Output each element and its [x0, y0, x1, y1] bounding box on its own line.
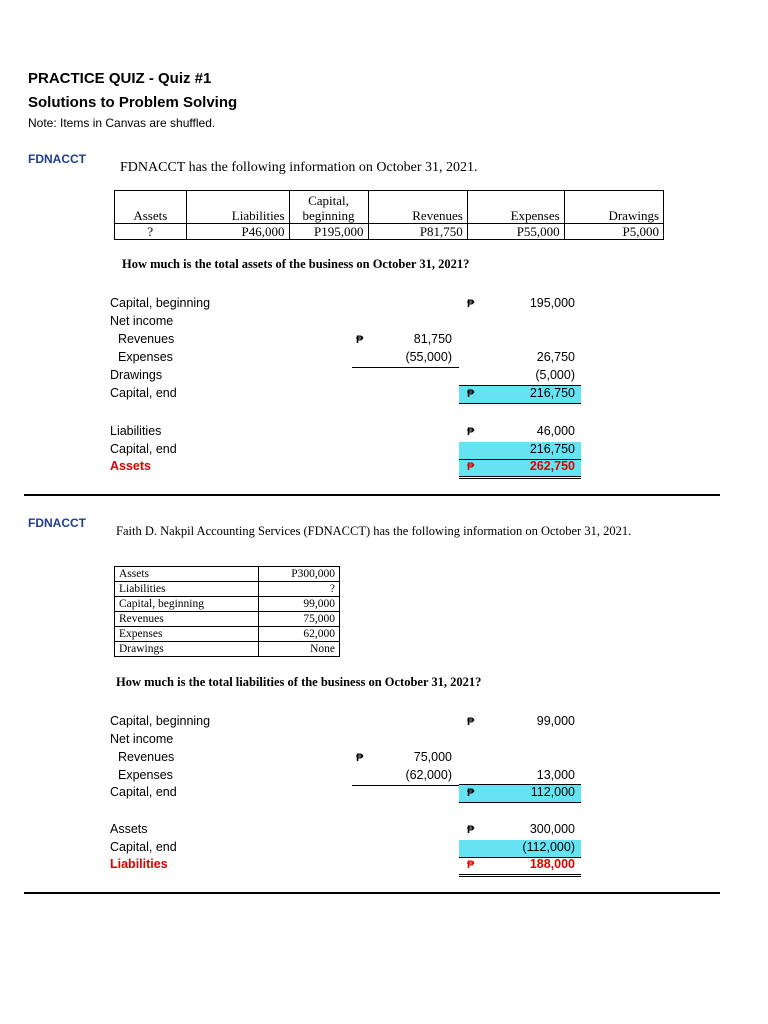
p2-answer-underline-1 — [459, 874, 581, 875]
p2-row-value: 99,000 — [259, 597, 340, 612]
p1-capital-end2-value: 216,750 — [529, 442, 575, 456]
p2-expenses-value: (62,000) — [405, 768, 452, 782]
p2-row-label: Assets — [115, 567, 259, 582]
peso-icon: ₱ — [467, 824, 475, 836]
p2-answer-underline-2 — [459, 876, 581, 877]
p2-capital-end2-value: (112,000) — [522, 840, 575, 854]
p2-revenues-label: Revenues — [118, 750, 175, 764]
p2-net-income-value: 13,000 — [536, 768, 575, 782]
peso-icon: ₱ — [467, 859, 475, 871]
p2-capital-beginning-label: Capital, beginning — [110, 714, 211, 728]
p2-row-label: Expenses — [115, 627, 259, 642]
p1-value-drawings: P5,000 — [564, 224, 663, 240]
problem2-question: How much is the total liabilities of the business on October 31, 2021? — [116, 675, 482, 689]
p1-liabilities-value: 46,000 — [536, 424, 575, 438]
p2-capital-end-topline — [459, 784, 581, 785]
problem1-question: How much is the total assets of the business on October 31, 2021? — [122, 257, 470, 271]
p1-drawings-label: Drawings — [110, 368, 163, 382]
p1-net-income-value: 26,750 — [536, 350, 575, 364]
p2-assets-label: Assets — [110, 822, 148, 836]
p1-expenses-value: (55,000) — [405, 350, 452, 364]
problem2-given-table — [114, 566, 340, 657]
p2-row-value: None — [259, 642, 340, 657]
p1-capital-end2-label: Capital, end — [110, 442, 177, 456]
p2-capital-beginning-value: 99,000 — [536, 714, 575, 728]
p2-capital-end2-label: Capital, end — [110, 840, 177, 854]
p2-row-label: Revenues — [115, 612, 259, 627]
p2-answer-value: 188,000 — [529, 857, 575, 871]
p1-header-expenses: Expenses — [467, 191, 564, 224]
p1-value-liabilities: P46,000 — [186, 224, 289, 240]
p1-header-assets: Assets — [115, 191, 187, 224]
p1-revenues-value: 81,750 — [413, 332, 452, 346]
section-divider — [24, 494, 720, 496]
p2-row-label: Liabilities — [115, 582, 259, 597]
p2-answer-label: Liabilities — [110, 857, 168, 871]
p2-revenues-value: 75,000 — [413, 750, 452, 764]
p1-answer-value: 262,750 — [529, 459, 575, 473]
p1-value-assets: ? — [115, 224, 187, 240]
p2-row-value: ? — [259, 582, 340, 597]
peso-icon: ₱ — [467, 426, 475, 438]
problem1-intro: FDNACCT has the following information on October 31, 2021. — [120, 160, 478, 175]
p1-answer-underline-1 — [459, 476, 581, 477]
peso-icon: ₱ — [356, 752, 364, 764]
peso-icon: ₱ — [467, 461, 475, 473]
p2-expenses-label: Expenses — [118, 768, 173, 782]
p1-answer-label: Assets — [110, 459, 151, 473]
peso-icon: ₱ — [467, 388, 475, 400]
section-divider — [24, 892, 720, 894]
p2-row-label: Drawings — [115, 642, 259, 657]
p1-capital-end-underline — [459, 403, 581, 404]
page-subtitle: Solutions to Problem Solving — [28, 94, 238, 111]
p1-value-expenses: P55,000 — [467, 224, 564, 240]
problem2-intro: Faith D. Nakpil Accounting Services (FDNACCT) has the following information on October 31, 2021. — [116, 524, 632, 538]
p2-row-label: Capital, beginning — [115, 597, 259, 612]
p1-expenses-label: Expenses — [118, 350, 173, 364]
page-note: Note: Items in Canvas are shuffled. — [28, 116, 216, 130]
p1-capital-end-topline — [459, 385, 581, 386]
p1-capital-beginning-value: 195,000 — [529, 296, 575, 310]
peso-icon: ₱ — [356, 334, 364, 346]
p1-net-income-label: Net income — [110, 314, 174, 328]
p1-drawings-value: (5,000) — [535, 368, 575, 382]
problem1-tag: FDNACCT — [28, 152, 86, 166]
p1-subtotal-underline — [352, 367, 459, 368]
p2-capital-end-label: Capital, end — [110, 785, 177, 799]
p1-value-revenues: P81,750 — [368, 224, 467, 240]
p2-row-value: P300,000 — [259, 567, 340, 582]
problem2-tag: FDNACCT — [28, 516, 86, 530]
p2-row-value: 75,000 — [259, 612, 340, 627]
p1-capital-end-label: Capital, end — [110, 386, 177, 400]
p2-net-income-label: Net income — [110, 732, 174, 746]
problem1-given-table — [114, 190, 664, 240]
peso-icon: ₱ — [467, 787, 475, 799]
p1-revenues-label: Revenues — [118, 332, 175, 346]
p1-answer-underline-2 — [459, 478, 581, 479]
p1-capital-beginning-label: Capital, beginning — [110, 296, 211, 310]
page-title: PRACTICE QUIZ - Quiz #1 — [28, 70, 212, 87]
p1-value-capital-beginning: P195,000 — [289, 224, 368, 240]
p2-assets-value: 300,000 — [529, 822, 575, 836]
peso-icon: ₱ — [467, 716, 475, 728]
p2-subtotal-underline — [352, 785, 459, 786]
p1-header-drawings: Drawings — [564, 191, 663, 224]
p1-liabilities-label: Liabilities — [110, 424, 162, 438]
p1-capital-end-value: 216,750 — [529, 386, 575, 400]
p1-header-liabilities: Liabilities — [186, 191, 289, 224]
peso-icon: ₱ — [467, 298, 475, 310]
p2-row-value: 62,000 — [259, 627, 340, 642]
p1-header-revenues: Revenues — [368, 191, 467, 224]
p2-capital-end-value: 112,000 — [530, 785, 575, 799]
p1-header-capital-beginning: Capital, beginning — [289, 191, 368, 224]
p2-capital-end-underline — [459, 802, 581, 803]
